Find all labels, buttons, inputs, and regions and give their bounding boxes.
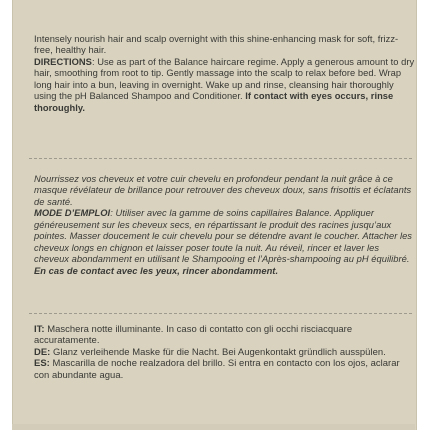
french-intro: Nourrissez vos cheveux et votre cuir chevelu en profondeur pendant la nuit grâce à ce masque révélateur de brillance pour retrouver des cheveux doux, sans frisottis et éclatants de santé.: [34, 174, 412, 207]
translation-text: Maschera notte illuminante. In caso di contatto con gli occhi risciacquare accuratamente.: [34, 324, 353, 347]
french-warning: En cas de contact avec les yeux, rincer abondamment.: [34, 265, 279, 276]
translation-it: [34, 324, 416, 347]
french-directions: [34, 208, 416, 277]
language-code: IT:: [34, 324, 45, 335]
directions-label: DIRECTIONS: [34, 56, 92, 67]
english-directions: [34, 57, 416, 114]
directions-text: : Use as part of the Balance haircare regime. Apply a generous amount to dry hair, smoothing from root to tip. Gently massage into the scalp to relax before bed. Wrap long hair into a bun, leaving in overnight. Wake up and rinse, cleansing hair thoroughly using the pH Balanced Shampoo and Conditioner.: [34, 56, 415, 102]
translation-text: Glanz verleihende Maske für die Nacht. Bei Augenkontakt gründlich ausspülen.: [50, 346, 386, 358]
french-section: [34, 174, 416, 277]
mode-emploi-label: MODE D’EMPLOI: [34, 208, 111, 219]
english-intro: Intensely nourish hair and scalp overnight with this shine-enhancing mask for soft, frizz-free, healthy hair.: [34, 34, 399, 56]
translation-es: [34, 358, 416, 381]
english-warning: If contact with eyes occurs, rinse thoroughly.: [34, 91, 394, 113]
language-code: ES:: [34, 358, 50, 370]
language-code: DE:: [34, 346, 51, 358]
panel-bottom-edge: [12, 424, 415, 430]
translation-text: Mascarilla de noche realzadora del brillo. Si entra en contacto con los ojos, aclarar con abundante agua.: [34, 358, 400, 381]
mode-emploi-text: : Utiliser avec la gamme de soins capillaires Balance. Appliquer généreusement sur les cheveux secs, en répartissant le produit des racines jusqu’aux pointes. Masser doucement le cuir chevelu pour se détendre avant le coucher. Attacher les cheveux longs en chignon et laisser poser toute la nuit. Au réveil, rincer et laver les cheveux abondamment en utilisant le Shampooing et l’Après-shampooing au pH équilibré.: [34, 208, 413, 265]
section-divider: [29, 313, 412, 314]
translations-section: [34, 324, 416, 381]
english-section: [34, 34, 416, 114]
translation-de: [34, 347, 416, 358]
section-divider: [29, 158, 412, 159]
